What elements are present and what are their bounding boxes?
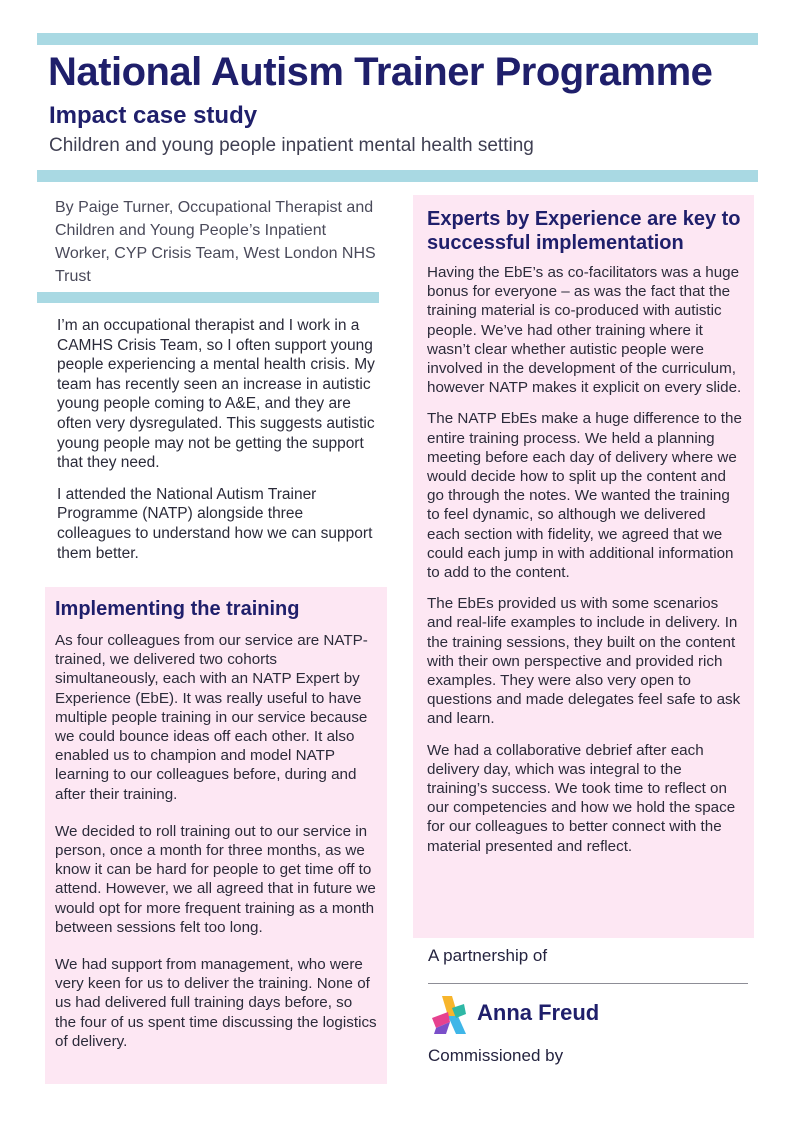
- implementing-paragraph: We decided to roll training out to our service in person, once a month for three months, as we know it can be hard for people to get time off to attend. However, we all agreed that in future we would opt for more frequent training as a month between sessions felt too long.: [55, 822, 376, 936]
- page-subtitle: Impact case study: [49, 102, 258, 129]
- implementing-training-callout: [45, 587, 387, 1084]
- experts-paragraph: We had a collaborative debrief after each delivery day, which was integral to the training’s success. We took time to reflect on our competencies and how we hold the space for our colleagues to better connect with the material presented and reflect.: [427, 741, 736, 855]
- commissioned-label: Commissioned by: [428, 1046, 564, 1065]
- intro-section: [57, 316, 377, 575]
- byline-divider-bar: [37, 292, 379, 303]
- implementing-paragraph: As four colleagues from our service are NATP-trained, we delivered two cohorts simultaneously, each with an NATP Expert by Experience (EbE). It was really useful to have multiple people training in our service because we could bounce ideas off each other. It also enabled us to champion and model NATP learning to our colleagues before, during and after their training.: [55, 632, 368, 803]
- implementing-paragraph: We had support from management, who were very keen for us to deliver the training. None of us had delivered full training days before, so the four of us spent time discussing the logistics of delivery.: [55, 956, 377, 1050]
- experts-paragraph: The EbEs provided us with some scenarios and real-life examples to include in delivery. In the training sessions, they built on the content with their own perspective and provided rich examples. They were also very open to questions and made delegates feel safe to ask and learn.: [427, 595, 741, 728]
- intro-paragraph: I attended the National Autism Trainer Programme (NATP) alongside three colleagues to understand how we can support them better.: [57, 485, 373, 562]
- anna-freud-logo-icon: [428, 994, 472, 1036]
- experts-heading: Experts by Experience are key to successful implementation: [427, 208, 741, 254]
- page-title: National Autism Trainer Programme: [48, 50, 713, 94]
- setting-description: Children and young people inpatient mental health setting: [49, 135, 534, 156]
- partner-name: Anna Freud: [477, 1000, 600, 1025]
- experts-callout: [413, 195, 754, 938]
- top-accent-bar: [37, 33, 758, 45]
- implementing-heading: Implementing the training: [55, 598, 300, 620]
- partnership-label: A partnership of: [428, 946, 548, 965]
- author-byline: By Paige Turner, Occupational Therapist and Children and Young People’s Inpatient Worker, CYP Crisis Team, West London NHS Trust: [55, 199, 376, 285]
- experts-paragraph: The NATP EbEs make a huge difference to the entire training process. We held a planning meeting before each day of delivery where we would decide how to split up the content and go through the notes. We wanted the training to feel dynamic, so although we delivered each section with fidelity, we agreed that we could each jump in with additional information to add to the content.: [427, 410, 742, 582]
- header-divider-bar: [37, 170, 758, 182]
- intro-paragraph: I’m an occupational therapist and I work in a CAMHS Crisis Team, so I often support young people experiencing a mental health crisis. My team has recently seen an increase in autistic young people coming to A&E, and they are often very dysregulated. This suggests autistic young people may not be getting the support that they need.: [57, 317, 375, 472]
- experts-paragraph: Having the EbE’s as co-facilitators was a huge bonus for everyone – as was the fact that the training material is co-produced with autistic people. We’ve had other training where it wasn’t clear whether autistic people were involved in the development of the curriculum, however NATP makes it explicit on every slide.: [427, 264, 742, 397]
- footer-divider: [428, 983, 748, 984]
